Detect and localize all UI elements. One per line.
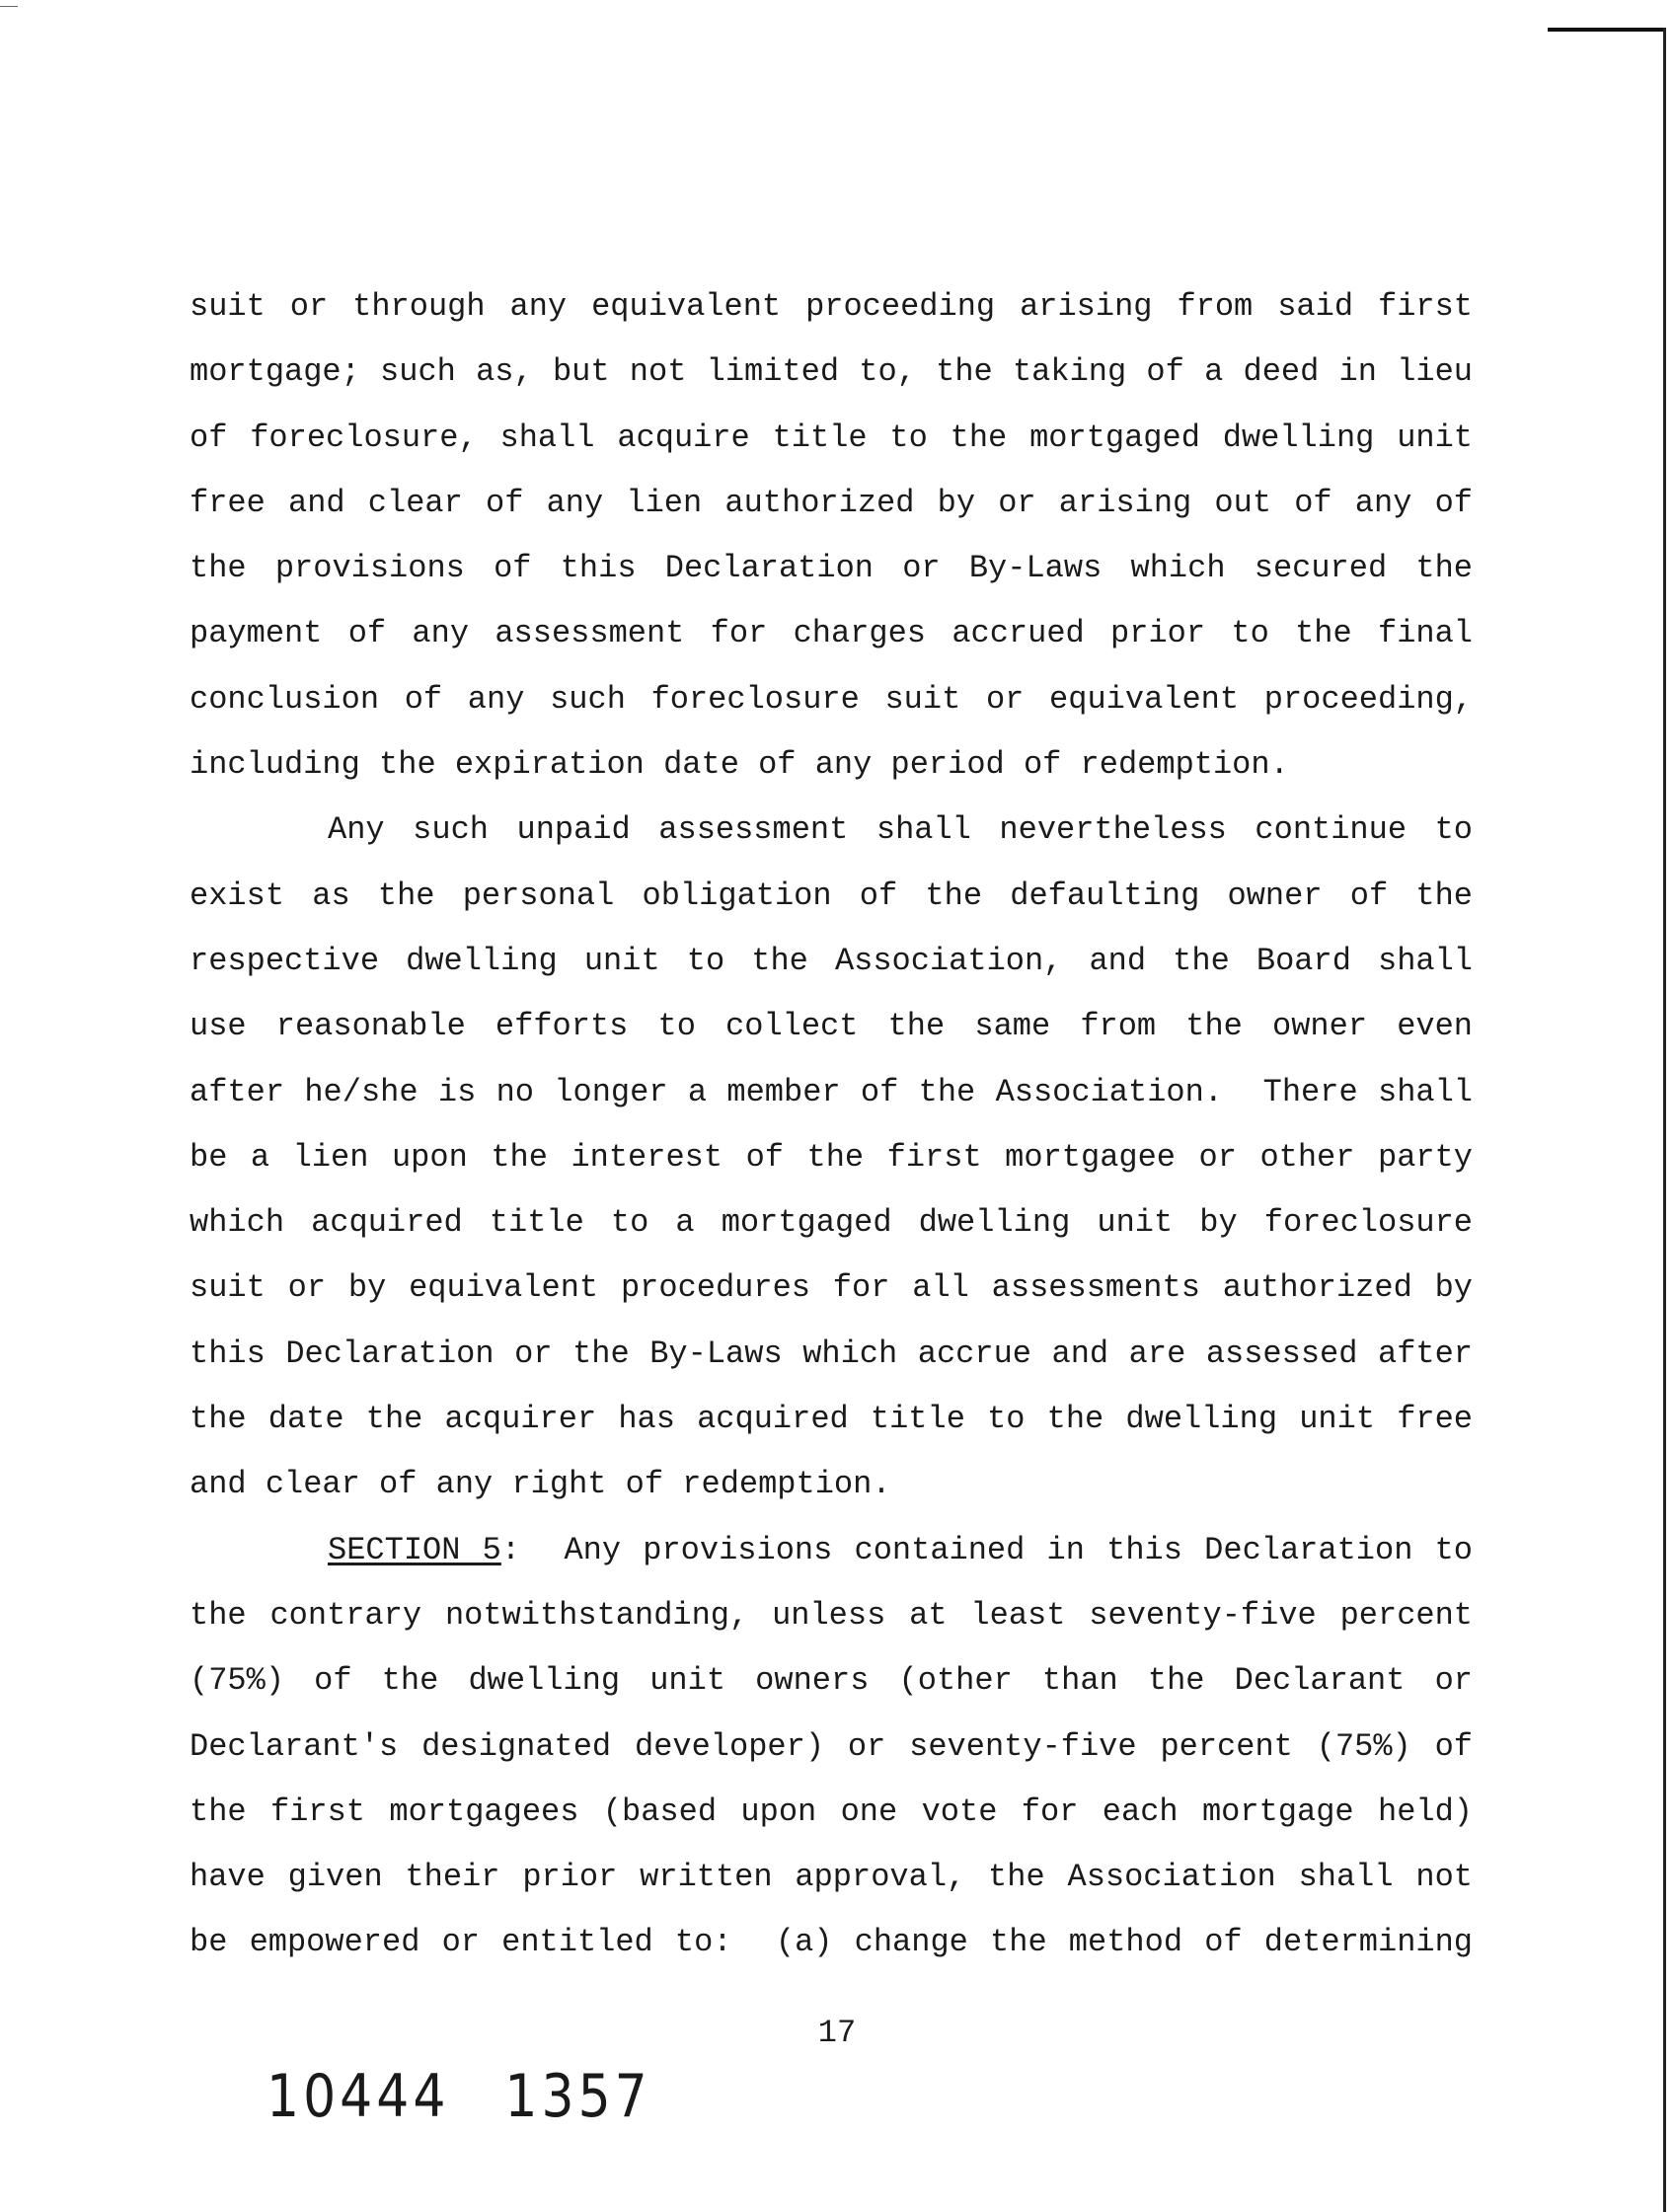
- body-line: Any such unpaid assessment shall nevertheless continue to: [328, 811, 1473, 849]
- body-line: use reasonable efforts to collect the same from the owner even: [190, 1008, 1473, 1045]
- body-line: the date the acquirer has acquired title to the dwelling unit free: [190, 1401, 1473, 1438]
- body-line: suit or by equivalent procedures for all assessments authorized by: [190, 1269, 1473, 1307]
- body-line: free and clear of any lien authorized by or arising out of any of: [190, 484, 1473, 521]
- book-number: 10444: [266, 2063, 450, 2131]
- body-line: the provisions of this Declaration or By-Laws which secured the: [190, 550, 1473, 587]
- body-line: Declarant's designated developer) or seventy-five percent (75%) of: [190, 1727, 1473, 1765]
- book-page-stamp: [266, 2063, 707, 2131]
- body-line: this Declaration or the By-Laws which accrue and are assessed after: [190, 1335, 1473, 1372]
- body-line: suit or through any equivalent proceeding arising from said first: [190, 288, 1473, 325]
- body-line: be empowered or entitled to: (a) change the method of determining: [190, 1924, 1473, 1961]
- body-line: after he/she is no longer a member of the Association. There shall: [190, 1073, 1473, 1110]
- body-line: including the expiration date of any period of redemption.: [190, 746, 1289, 784]
- body-line: respective dwelling unit to the Association, and the Board shall: [190, 942, 1473, 979]
- body-line: and clear of any right of redemption.: [190, 1466, 891, 1503]
- body-line: exist as the personal obligation of the defaulting owner of the: [190, 877, 1473, 914]
- body-line: conclusion of any such foreclosure suit or equivalent proceeding,: [190, 680, 1473, 718]
- body-line: payment of any assessment for charges accrued prior to the final: [190, 615, 1473, 652]
- section-5-text: : Any provisions contained in this Declaration to: [500, 1531, 1474, 1568]
- document-body: [190, 274, 1473, 1976]
- body-line: of foreclosure, shall acquire title to the mortgaged dwelling unit: [190, 419, 1473, 456]
- section-5-line: [190, 1518, 1473, 1583]
- body-line: (75%) of the dwelling unit owners (other than the Declarant or: [190, 1662, 1473, 1700]
- scan-edge-rule: [1548, 28, 1666, 32]
- body-line: mortgage; such as, but not limited to, the taking of a deed in lieu: [190, 353, 1473, 391]
- body-line: the first mortgagees (based upon one vote for each mortgage held): [190, 1792, 1473, 1830]
- body-line: which acquired title to a mortgaged dwelling unit by foreclosure: [190, 1204, 1473, 1242]
- body-line: have given their prior written approval, the Association shall not: [190, 1859, 1473, 1896]
- page-number: 17: [817, 2015, 857, 2051]
- body-line: the contrary notwithstanding, unless at least seventy-five percent: [190, 1596, 1473, 1634]
- section-heading: SECTION 5: [328, 1531, 501, 1568]
- scan-corner-mark: [0, 6, 18, 7]
- body-line: be a lien upon the interest of the first mortgagee or other party: [190, 1138, 1473, 1176]
- page-stamp-number: 1357: [504, 2063, 651, 2131]
- scan-edge-border: [1663, 28, 1666, 2212]
